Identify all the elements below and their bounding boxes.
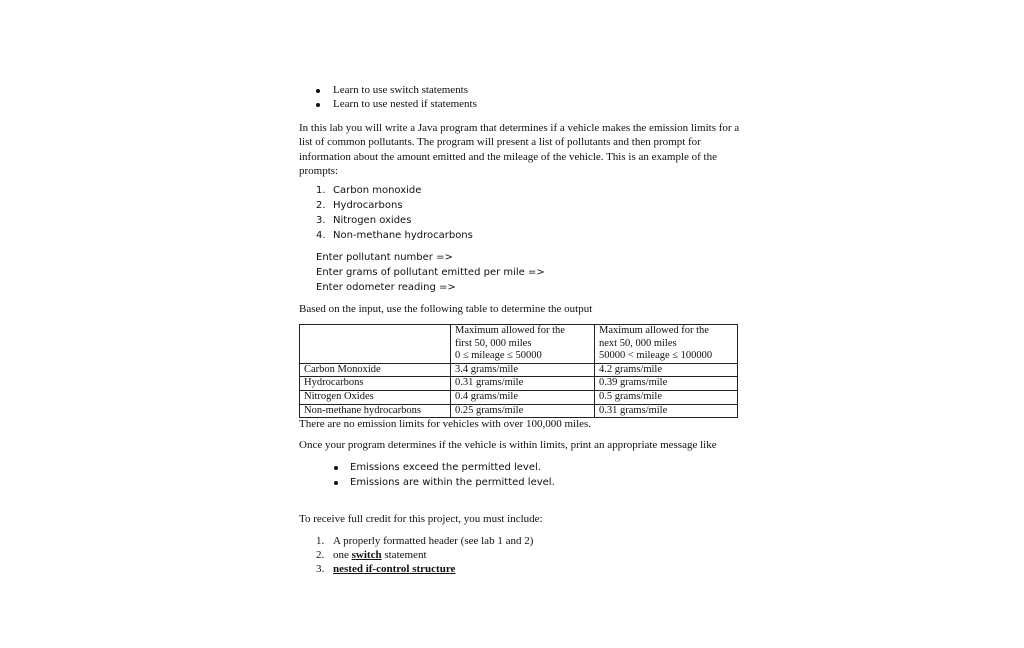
message-intro: Once your program determines if the vehicle is within limits, print an appropriate message like <box>299 439 717 451</box>
table-corner-cell <box>300 325 451 364</box>
bullet-icon <box>316 103 320 107</box>
message-item: Emissions exceed the permitted level. <box>350 462 541 473</box>
table-header-cell: Maximum allowed for the next 50, 000 miles 50000 < mileage ≤ 100000 <box>595 325 738 364</box>
intro-paragraph: In this lab you will write a Java program that determines if a vehicle makes the emission limits for a list of common pollutants. The program will present a list of pollutants and then prompt for information about the amount emitted and the mileage of the vehicle. This is an example of the prompts: <box>299 122 740 177</box>
requirement-number: 1. <box>316 535 325 547</box>
menu-item: Hydrocarbons <box>333 200 403 211</box>
emission-limits-table <box>299 324 738 418</box>
bullet-icon <box>334 481 338 485</box>
table-cell: 0.39 grams/mile <box>595 377 738 391</box>
objective-item: Learn to use nested if statements <box>333 98 477 110</box>
table-row <box>300 404 738 418</box>
table-cell: 0.5 grams/mile <box>595 390 738 404</box>
table-cell: 4.2 grams/mile <box>595 363 738 377</box>
table-cell: Nitrogen Oxides <box>300 390 451 404</box>
table-intro: Based on the input, use the following table to determine the output <box>299 303 593 315</box>
table-cell: 0.25 grams/mile <box>451 404 595 418</box>
requirement-number: 3. <box>316 563 325 575</box>
requirement-item: A properly formatted header (see lab 1 and 2) <box>333 535 534 547</box>
menu-item-number: 4. <box>316 230 326 241</box>
table-cell: 0.31 grams/mile <box>595 404 738 418</box>
menu-item-number: 2. <box>316 200 326 211</box>
table-cell: Carbon Monoxide <box>300 363 451 377</box>
menu-item: Nitrogen oxides <box>333 215 412 226</box>
bullet-icon <box>316 89 320 93</box>
bullet-icon <box>334 466 338 470</box>
requirements-intro: To receive full credit for this project, you must include: <box>299 513 543 525</box>
table-cell: 0.4 grams/mile <box>451 390 595 404</box>
requirement-item: one switch statement <box>333 549 427 561</box>
menu-item-number: 1. <box>316 185 326 196</box>
menu-item: Non-methane hydrocarbons <box>333 230 473 241</box>
table-row <box>300 363 738 377</box>
table-row <box>300 377 738 391</box>
table-cell: 3.4 grams/mile <box>451 363 595 377</box>
prompt-line: Enter grams of pollutant emitted per mile => <box>316 267 545 278</box>
requirement-number: 2. <box>316 549 325 561</box>
message-item: Emissions are within the permitted level. <box>350 477 555 488</box>
table-row <box>300 390 738 404</box>
table-note: There are no emission limits for vehicles with over 100,000 miles. <box>299 418 592 430</box>
switch-keyword: switch <box>351 549 382 561</box>
table-cell: 0.31 grams/mile <box>451 377 595 391</box>
requirement-item: nested if-control structure <box>333 563 456 575</box>
menu-item-number: 3. <box>316 215 326 226</box>
table-cell: Non-methane hydrocarbons <box>300 404 451 418</box>
table-header-row <box>300 325 738 364</box>
table-cell: Hydrocarbons <box>300 377 451 391</box>
prompt-line: Enter pollutant number => <box>316 252 453 263</box>
prompt-line: Enter odometer reading => <box>316 282 456 293</box>
table-header-cell: Maximum allowed for the first 50, 000 miles 0 ≤ mileage ≤ 50000 <box>451 325 595 364</box>
objective-item: Learn to use switch statements <box>333 84 469 96</box>
menu-item: Carbon monoxide <box>333 185 422 196</box>
